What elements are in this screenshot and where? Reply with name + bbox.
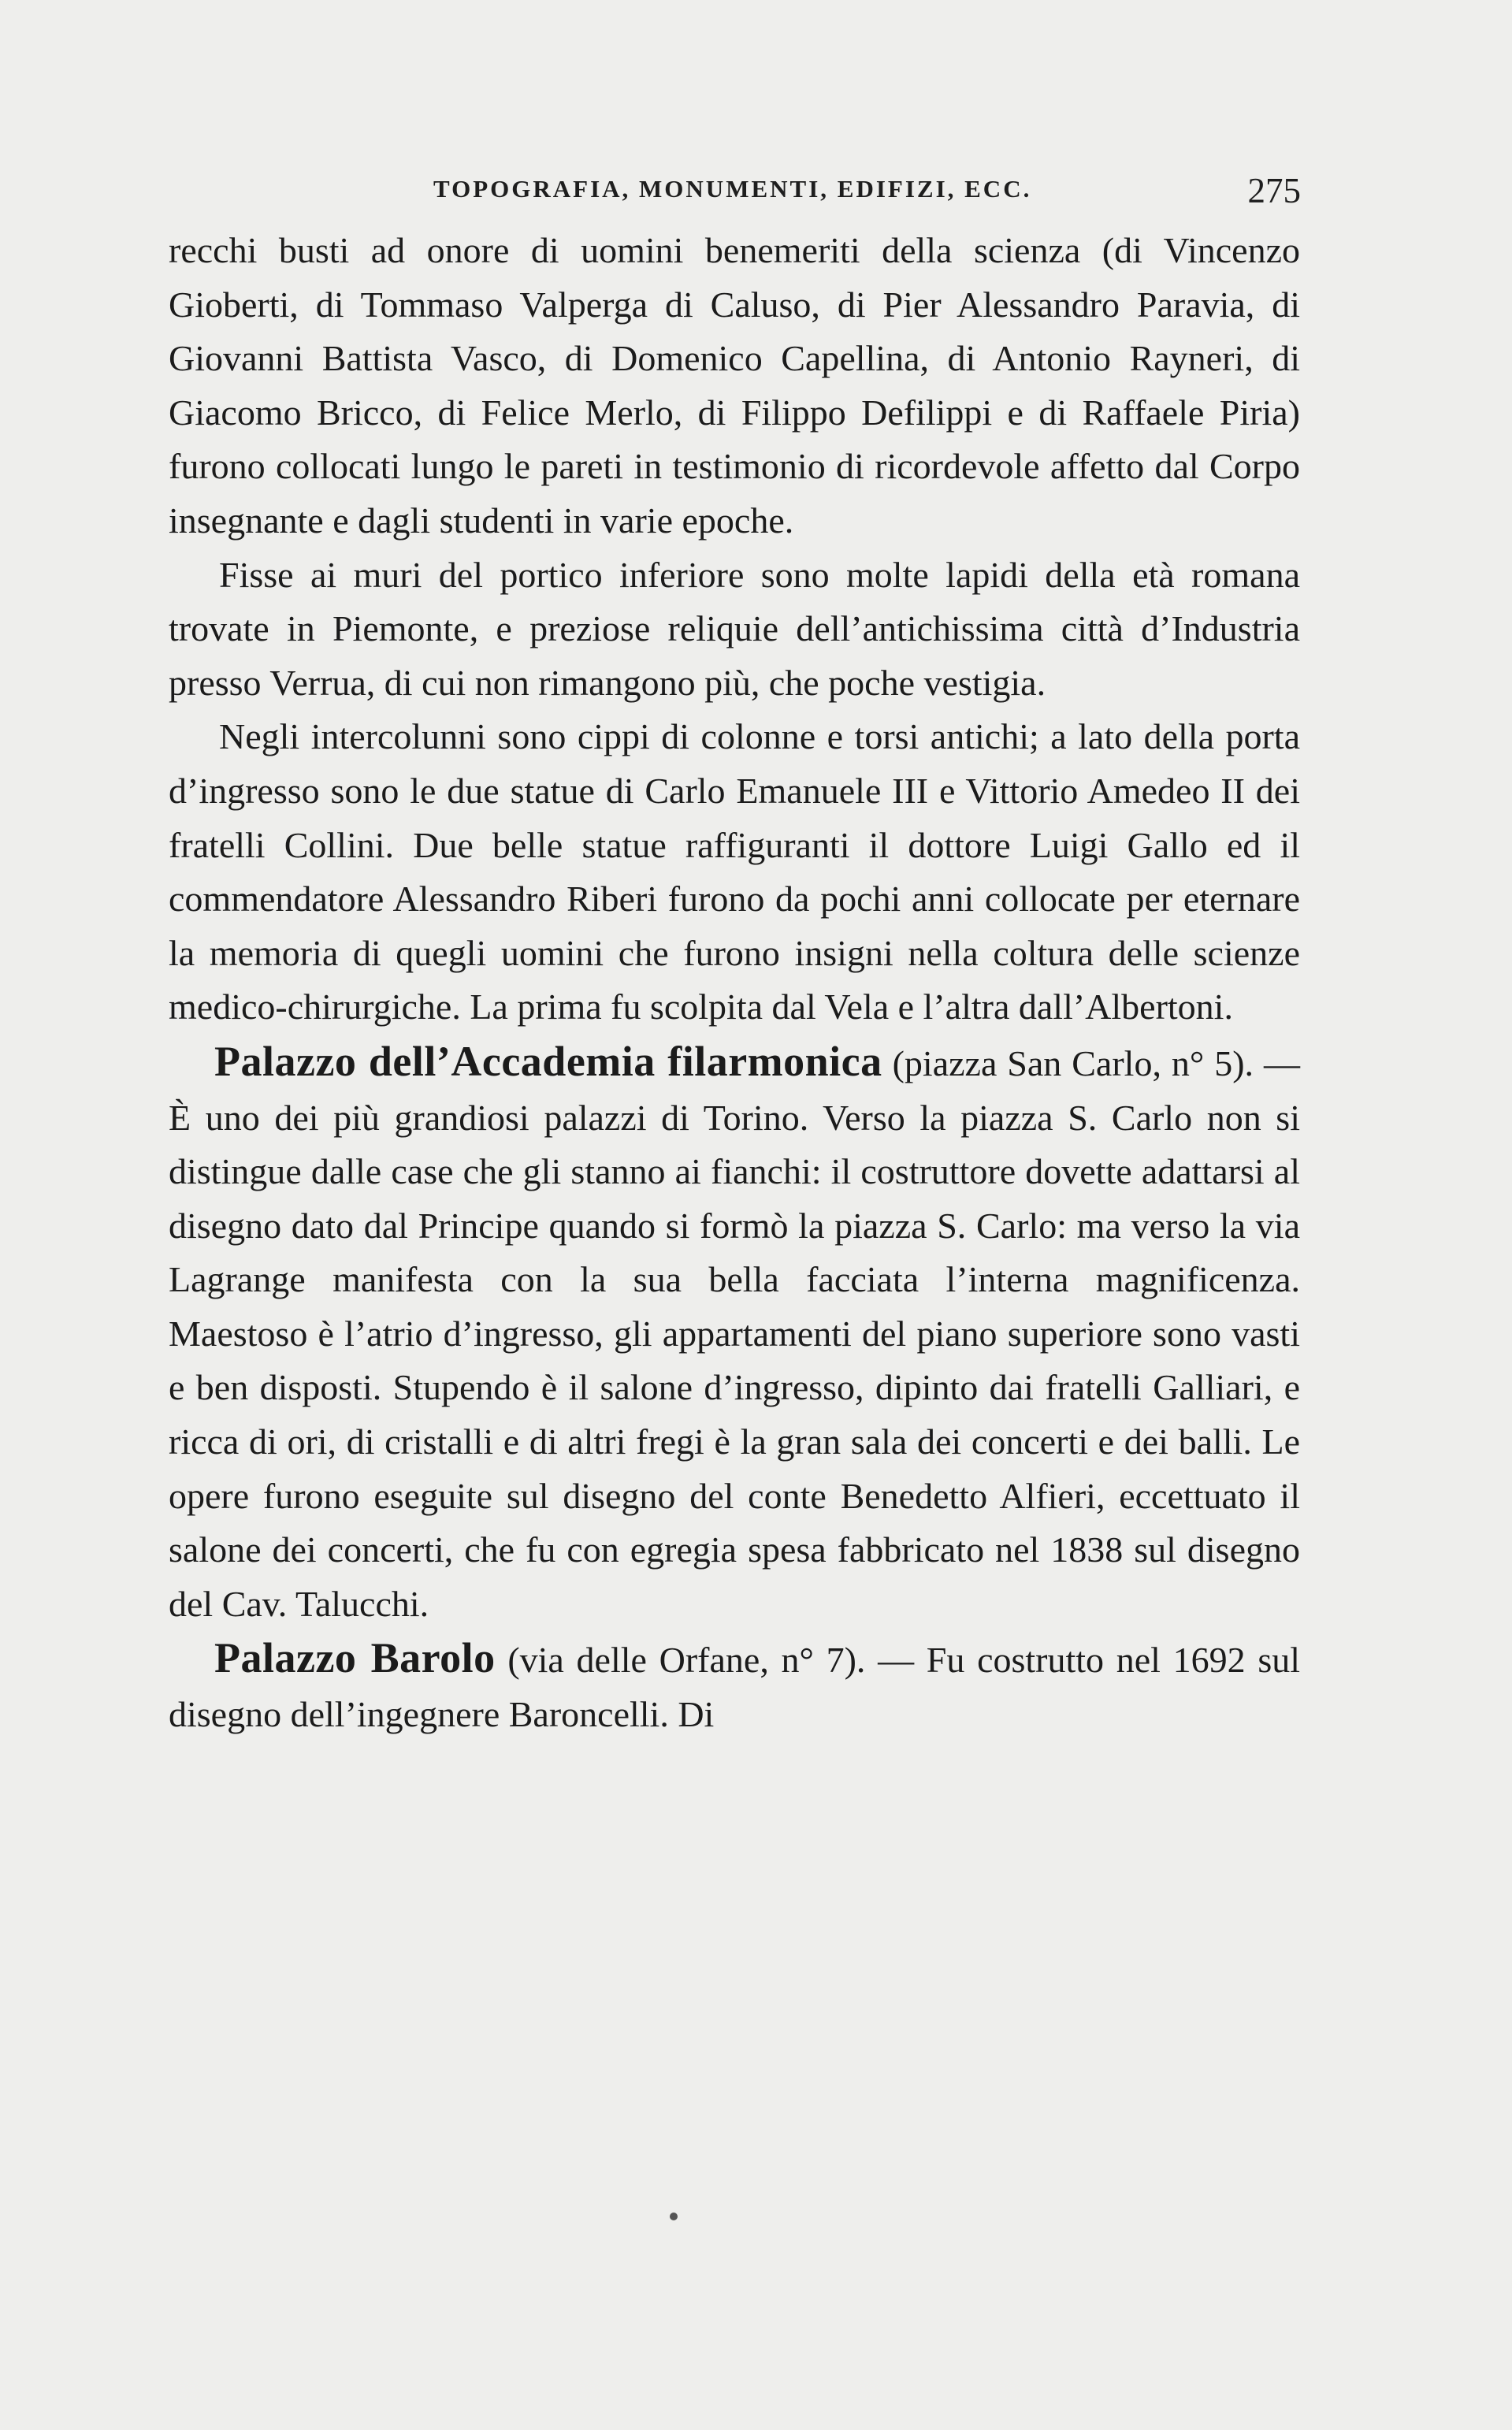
- page-number: 275: [1247, 171, 1301, 210]
- entry-palazzo-barolo: [169, 1631, 1300, 1741]
- paragraph-text: recchi busti ad onore di uomini benemeriti della scienza (di Vincenzo Gioberti, di Tommaso Valperga di Caluso, di Pier Alessandro Paravia, di Giovanni Battista Vasco, di Domenico Capellina, di Antonio Rayneri, di Giacomo Bricco, di Felice Merlo, di Filippo Defilippi e di Raffaele Piria) furono collocati lungo le pareti in testimonio di ricordevole affetto dal Corpo insegnante e dagli studenti in varie epoche.: [169, 230, 1300, 541]
- entry-heading: Palazzo dell’Accademia filarmonica: [214, 1037, 882, 1085]
- paragraph-busts: [169, 224, 1300, 548]
- page-header: [433, 170, 1304, 214]
- paragraph-text: Fisse ai muri del portico inferiore sono molte lapidi della età romana trovate in Piemonte, e preziose reliquie dell’antichissima città d’Industria presso Verrua, di cui non rimangono più, che poche vestigia.: [169, 554, 1300, 703]
- ink-speck: [670, 2213, 678, 2220]
- entry-accademia-filarmonica: [169, 1035, 1300, 1632]
- page-body: [169, 224, 1300, 1742]
- paragraph-text: Negli intercolunni sono cippi di colonne e torsi antichi; a lato della porta d’ingresso sono le due statue di Carlo Emanuele III e Vittorio Amedeo II dei fratelli Collini. Due belle statue raffiguranti il dottore Luigi Gallo ed il commendatore Alessandro Riberi furono da pochi anni collocate per eternare la memoria di quegli uomini che furono insigni nella coltura delle scienze medico-chirurgiche. La prima fu scolpita dal Vela e l’altra dall’Albertoni.: [169, 716, 1300, 1027]
- entry-heading: Palazzo Barolo: [214, 1634, 496, 1682]
- entry-text: (via delle Orfane, n° 7). — Fu costrutto nel 1692 sul disegno dell’ingegnere Baroncelli. Di: [169, 1640, 1300, 1735]
- paragraph-statues: [169, 710, 1300, 1035]
- running-head: TOPOGRAFIA, MONUMENTI, EDIFIZI, ECC.: [433, 175, 1032, 202]
- paragraph-lapidi: [169, 548, 1300, 711]
- entry-text: (piazza San Carlo, n° 5). — È uno dei più grandiosi palazzi di Torino. Verso la piazza S. Carlo non si distingue dalle case che gli stanno ai fianchi: il costruttore dovette adattarsi al disegno dato dal Principe quando si formò la piazza S. Carlo: ma verso la via Lagrange manifesta con la sua bella facciata l’interna magnificenza. Maestoso è l’atrio d’ingresso, gli appartamenti del piano superiore sono vasti e ben disposti. Stupendo è il salone d’ingresso, dipinto dai fratelli Galliari, e ricca di ori, di cristalli e di altri fregi è la gran sala dei concerti e dei balli. Le opere furono eseguite sul disegno del conte Benedetto Alfieri, eccettuato il salone dei concerti, che fu con egregia spesa fabbricato nel 1838 sul disegno del Cav. Talucchi.: [169, 1042, 1300, 1624]
